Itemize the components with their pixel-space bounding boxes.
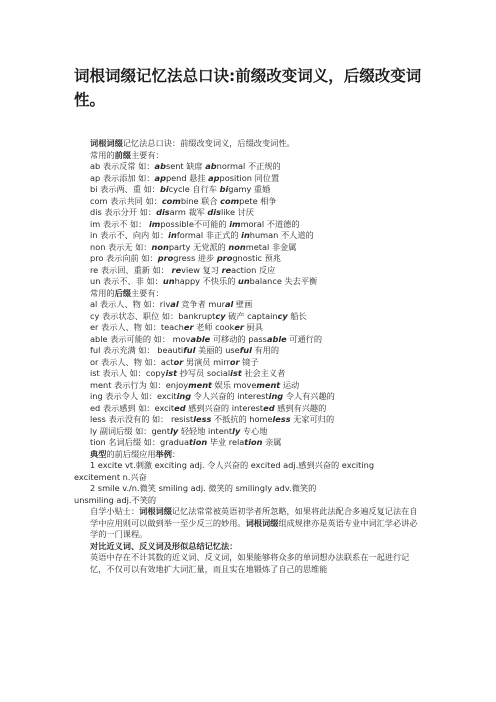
affix-text: re 表示回、重新 如： <box>90 264 172 275</box>
affix-text: cycle 自行车 <box>168 184 220 194</box>
affix-highlight: non <box>151 241 169 252</box>
prefix-row <box>74 276 422 288</box>
affix-highlight: ly <box>232 425 241 436</box>
prefix-list <box>74 161 422 288</box>
affix-highlight: ly <box>170 425 179 436</box>
affix-text: ab 表示反常 如： <box>90 161 155 171</box>
affix-text: 社会主义者 <box>241 368 286 378</box>
affix-text: 无家可归的 <box>290 414 335 424</box>
affix-text: in 表示不、向内 如： <box>90 230 169 240</box>
affix-text: view 复习 <box>181 264 222 275</box>
affix-text: 毕业 rela <box>207 437 245 447</box>
affix-text: ed 表示感到 如：excit <box>90 402 175 413</box>
affix-highlight: bi <box>219 184 229 194</box>
affix-text: or 表示人、物 如：act <box>90 356 174 367</box>
tip-text-1: 记忆法常常被英语初学者所忽略，如果将此法配合多遍反复记法在自学中应用则可以做到举一至少反三的妙用。 <box>90 506 418 528</box>
tip-paragraph <box>74 506 422 541</box>
affix-text: non 表示无 如： <box>90 241 152 252</box>
intro-keyword: 词根词缀 <box>90 138 123 148</box>
prefix-heading-b: 前缀 <box>114 149 131 160</box>
affix-text: er 表示人、物 如：teach <box>90 322 184 332</box>
affix-text: 娱乐 move <box>211 379 257 390</box>
suffix-row <box>74 426 422 438</box>
affix-highlight: less <box>272 414 291 424</box>
tip-keyword-2: 词根词缀 <box>245 517 279 528</box>
affix-highlight: ap <box>154 172 166 183</box>
affix-text: possible不可能的 <box>160 218 230 229</box>
affix-text: 厨具 <box>243 322 263 332</box>
suffix-row <box>74 322 422 334</box>
example-heading-a: 典型 <box>90 448 107 459</box>
affix-text: sent 缺席 <box>165 161 206 171</box>
affix-text: position 同位置 <box>219 172 280 183</box>
affix-text: tion 名词后缀 如：gradua <box>90 437 189 447</box>
affix-text: un 表示不、非 如： <box>90 276 163 286</box>
prefix-row <box>74 184 422 196</box>
affix-highlight: or <box>229 356 240 367</box>
affix-highlight: ed <box>263 402 275 413</box>
affix-text: gress 进步 <box>173 253 217 263</box>
affix-text: 竞争者 mur <box>178 299 225 309</box>
affix-highlight: er <box>183 322 194 332</box>
affix-text: 破产 captain <box>225 310 278 321</box>
affix-highlight: or <box>173 356 184 367</box>
affix-text: 感到兴奋的 interest <box>185 402 264 413</box>
suffix-row <box>74 391 422 403</box>
affix-highlight: ist <box>230 368 242 378</box>
affix-text: 轻轻地 intent <box>178 425 233 436</box>
affix-text: 船长 <box>287 310 307 321</box>
document-title: 词根词缀记忆法总口诀:前缀改变词义，后缀改变词性。 <box>74 67 422 109</box>
section2-heading <box>74 541 422 553</box>
affix-text: 镜子 <box>239 356 259 367</box>
affix-highlight: in <box>168 230 177 240</box>
affix-text: 感到有兴趣的 <box>274 402 327 413</box>
section2-paragraph: 英语中存在不计其数的近义词、反义词，如果能够将众多的单词想办法联系在一起进行记忆，不仅可以有效地扩大词汇量，而且实在地锻炼了自己的思维能 <box>90 552 410 574</box>
affix-text: im 表示不 如： <box>90 218 149 229</box>
affix-highlight: in <box>241 230 250 240</box>
prefix-row <box>74 253 422 265</box>
suffix-row <box>74 299 422 311</box>
example-1-line2: excitement n.兴奋 <box>74 471 147 482</box>
prefix-row <box>74 230 422 242</box>
prefix-row <box>74 265 422 277</box>
affix-text: metal 非金属 <box>245 241 297 252</box>
affix-highlight: er <box>234 322 244 332</box>
affix-highlight: cy <box>215 310 226 321</box>
suffix-heading <box>74 288 422 300</box>
affix-highlight: im <box>149 218 161 229</box>
affix-highlight: cy <box>277 310 288 321</box>
affix-highlight: ful <box>239 345 252 355</box>
example-heading-d: ： <box>171 448 181 459</box>
affix-highlight: less <box>193 414 212 424</box>
affix-text: human 不人道的 <box>249 230 314 240</box>
affix-text: dis 表示分开 如： <box>90 207 157 217</box>
example-2-line1: 2 smile v./n.微笑 smiling adj. 微笑的 smilingly adv.微笑的 <box>90 483 317 493</box>
prefix-row <box>74 207 422 219</box>
suffix-row <box>74 414 422 426</box>
affix-text: 可通行的 <box>286 333 323 344</box>
affix-highlight: pro <box>216 253 233 263</box>
affix-highlight: ful <box>183 345 196 355</box>
affix-highlight: un <box>162 276 175 286</box>
prefix-heading-a: 常用的 <box>90 149 115 160</box>
affix-text: ment 表示行为 如：enjoy <box>90 379 189 390</box>
prefix-row <box>74 161 422 173</box>
suffix-list <box>74 299 422 449</box>
affix-text: ist 表示人 如：copy <box>90 368 166 378</box>
affix-highlight: tion <box>189 437 208 447</box>
affix-text: arm 裁军 <box>169 207 208 217</box>
affix-text: 专心地 <box>240 425 268 436</box>
affix-text: 美丽的 use <box>195 345 240 355</box>
affix-text: ly 副词后缀 如：gent <box>90 425 171 436</box>
prefix-row <box>74 173 422 185</box>
affix-text: bi 表示两、重 如： <box>90 184 160 194</box>
affix-highlight: com <box>220 195 240 206</box>
affix-text: normal 不正规的 <box>216 161 281 171</box>
example-heading-b: 的前后缀应用 <box>106 448 156 459</box>
suffix-heading-b: 后缀 <box>114 287 131 298</box>
affix-highlight: re <box>171 264 182 275</box>
affix-text: bine 联合 <box>180 195 221 206</box>
example-heading-c: 举例 <box>155 448 172 459</box>
suffix-heading-c: 主要有： <box>130 287 164 298</box>
affix-highlight: able <box>190 333 211 344</box>
affix-highlight: bi <box>160 184 169 194</box>
example-1-line1: 1 excite vt.刺激 exciting adj. 令人兴奋的 excited adj.感到兴奋的 exciting <box>90 460 375 470</box>
affix-text: party 无党派的 <box>168 241 229 252</box>
affix-text: 不抵抗的 home <box>211 414 273 424</box>
affix-text: 亲属 <box>262 437 282 447</box>
intro-line <box>74 138 422 150</box>
affix-text: 壁画 <box>233 299 253 309</box>
affix-text: ap 表示添加 如： <box>90 172 155 183</box>
affix-text: happy 不快乐的 <box>174 276 238 286</box>
prefix-heading-c: 主要有： <box>130 149 164 160</box>
affix-text: 令人兴奋的 interest <box>191 391 269 401</box>
affix-highlight: ment <box>188 379 212 390</box>
affix-highlight: dis <box>207 207 221 217</box>
affix-text: pend 悬挂 <box>165 172 209 183</box>
affix-text: ful 表示充满 如： beauti <box>90 345 184 355</box>
section2-heading-text: 对比近义词、反义词及形似总结记忆法： <box>90 540 238 551</box>
affix-text: able 表示可能的 如： mov <box>90 333 191 344</box>
tip-keyword-1: 词根词缀 <box>139 506 172 516</box>
affix-text: 老师 cook <box>193 322 235 332</box>
affix-text: gamy 重婚 <box>228 184 271 194</box>
affix-highlight: ap <box>208 172 220 183</box>
affix-text: 抄写员 social <box>177 368 231 378</box>
example-heading <box>74 449 422 461</box>
affix-highlight: ed <box>174 402 186 413</box>
affix-highlight: ist <box>165 368 178 378</box>
suffix-row <box>74 380 422 392</box>
affix-highlight: ing <box>268 391 284 401</box>
affix-text: com 表示共同 如： <box>90 195 162 206</box>
affix-text: pro 表示向前 如： <box>90 253 158 263</box>
prefix-row <box>74 242 422 254</box>
affix-highlight: ment <box>256 379 281 390</box>
document-body <box>74 138 422 575</box>
tip-text-2: 组成规律亦是英语专业中词汇学必讲必学的一门课程。 <box>90 517 418 539</box>
affix-text: less 表示没有的 如： resist <box>90 414 194 424</box>
prefix-heading <box>74 150 422 162</box>
affix-text: 有用的 <box>251 345 280 355</box>
affix-highlight: non <box>228 241 246 252</box>
suffix-row <box>74 311 422 323</box>
affix-text: formal 非正式的 <box>176 230 242 240</box>
suffix-row <box>74 403 422 415</box>
affix-highlight: dis <box>156 207 170 217</box>
affix-text: 可移动的 pass <box>210 333 267 344</box>
affix-text: cy 表示状态、职位 如：bankrupt <box>90 310 216 321</box>
tip-label: 自学小贴士： <box>90 506 140 516</box>
affix-text: al 表示人、物 如：riv <box>90 299 171 309</box>
affix-highlight: com <box>161 195 181 206</box>
affix-text: balance 失去平衡 <box>249 276 318 286</box>
suffix-row <box>74 345 422 357</box>
prefix-row <box>74 196 422 208</box>
affix-text: ing 表示令人 如：excit <box>90 391 177 401</box>
affix-highlight: ing <box>176 391 192 401</box>
affix-text: 令人有兴趣的 <box>283 391 335 401</box>
affix-text: 男演员 mirr <box>183 356 230 367</box>
affix-text: gnostic 预兆 <box>232 253 281 263</box>
affix-highlight: tion <box>244 437 263 447</box>
affix-highlight: al <box>170 299 179 309</box>
affix-highlight: pro <box>157 253 174 263</box>
affix-text: 运动 <box>280 379 300 390</box>
suffix-heading-a: 常用的 <box>90 287 115 298</box>
affix-text: like 讨厌 <box>220 207 254 217</box>
suffix-row <box>74 368 422 380</box>
intro-text: 记忆法总口诀：前缀改变词义，后缀改变词性。 <box>122 138 295 148</box>
affix-text: action 反应 <box>231 264 276 275</box>
suffix-row <box>74 334 422 346</box>
affix-highlight: al <box>224 299 234 309</box>
affix-text: pete 相争 <box>239 195 277 206</box>
affix-highlight: im <box>229 218 241 229</box>
suffix-row <box>74 357 422 369</box>
affix-highlight: able <box>266 333 287 344</box>
affix-text: moral 不道德的 <box>240 218 300 229</box>
prefix-row <box>74 219 422 231</box>
affix-highlight: ab <box>154 161 166 171</box>
affix-highlight: un <box>237 276 250 286</box>
affix-highlight: ab <box>205 161 217 171</box>
example-2-line2: unsmiling adj.不笑的 <box>74 494 157 505</box>
affix-highlight: re <box>221 264 232 275</box>
suffix-row <box>74 437 422 449</box>
